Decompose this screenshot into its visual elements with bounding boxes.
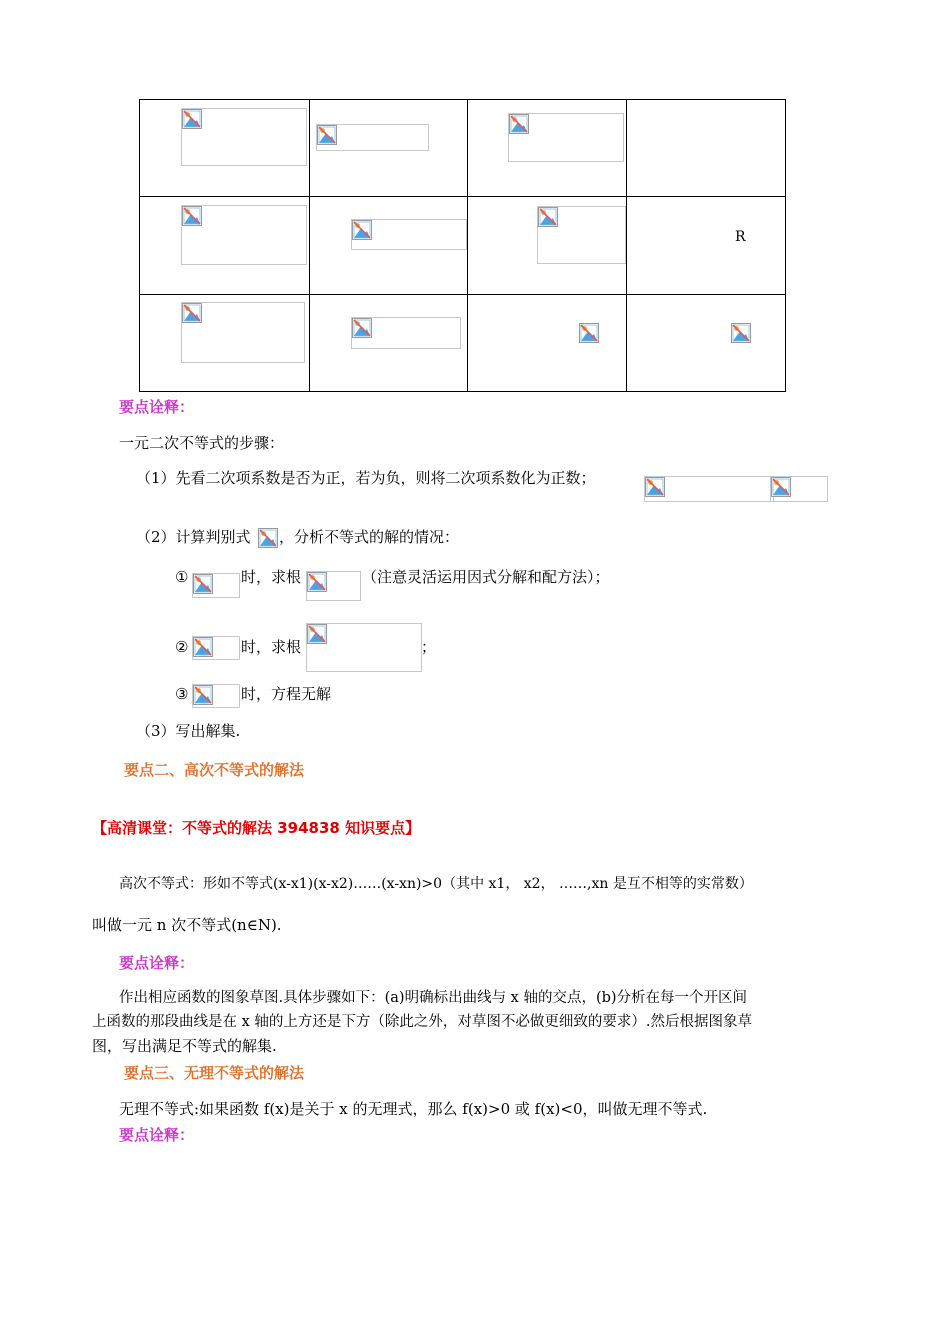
case-2-text-a: 时，求根 — [241, 638, 302, 656]
broken-image-icon — [182, 303, 202, 323]
case-3-mark: ③ — [175, 685, 189, 703]
high-order-line-1: 高次不等式：形如不等式(x-x1)(x-x2)……(x-xn)>0（其中 x1， x2， ……,xn 是互不相等的实常数） — [119, 876, 753, 892]
broken-image-icon — [352, 318, 372, 338]
section-3-title: 要点三、无理不等式的解法 — [124, 1064, 305, 1082]
broken-image-icon — [182, 206, 202, 226]
table-cell-r2c4: R — [735, 229, 746, 245]
broken-image-icon — [258, 528, 278, 548]
broken-image-icon — [538, 207, 558, 227]
notes-heading-3: 要点诠释： — [119, 1126, 195, 1144]
notes-2-line-1: 作出相应函数的图象草图.具体步骤如下：(a)明确标出曲线与 x 轴的交点，(b)分析在每一个开区间 — [119, 990, 748, 1006]
steps-intro: 一元二次不等式的步骤： — [119, 434, 285, 452]
broken-image-icon — [193, 685, 213, 705]
hd-class-label: 【高清课堂：不等式的解法 394838 知识要点】 — [92, 819, 421, 837]
broken-image-icon — [317, 125, 337, 145]
notes-heading-2: 要点诠释： — [119, 954, 195, 972]
broken-image-icon — [182, 109, 202, 129]
notes-2-line-3: 图，写出满足不等式的解集. — [92, 1037, 277, 1055]
step-3: （3）写出解集. — [136, 722, 241, 740]
case-1-mark: ① — [175, 568, 189, 586]
notes-2-line-2: 上函数的那段曲线是在 x 轴的上方还是下方（除此之外，对草图不必做更细致的要求）.然后根据图象草 — [92, 1014, 753, 1030]
broken-image-icon — [193, 574, 213, 594]
broken-image-icon — [307, 572, 327, 592]
case-1-text-a: 时，求根 — [241, 568, 302, 586]
broken-image-icon — [352, 220, 372, 240]
case-2-text-b: ； — [421, 638, 437, 656]
step-2-b: ，分析不等式的解的情况： — [279, 528, 460, 546]
case-3-text-a: 时，方程无解 — [241, 685, 332, 703]
notes-heading: 要点诠释： — [119, 398, 195, 416]
irrational-definition: 无理不等式:如果函数 f(x)是关于 x 的无理式，那么 f(x)>0 或 f(x)<0，叫做无理不等式. — [119, 1100, 708, 1118]
step-1: （1）先看二次项系数是否为正，若为负，则将二次项系数化为正数； — [136, 469, 596, 487]
case-1-text-b: （注意灵活运用因式分解和配方法）； — [362, 568, 610, 586]
broken-image-icon — [771, 477, 791, 497]
high-order-line-2: 叫做一元 n 次不等式(n∈N). — [92, 916, 282, 934]
case-2-mark: ② — [175, 638, 189, 656]
broken-image-icon — [579, 323, 599, 343]
step-2-a: （2）计算判别式 — [136, 528, 251, 546]
section-2-title: 要点二、高次不等式的解法 — [124, 761, 305, 779]
broken-image-icon — [509, 114, 529, 134]
broken-image-icon — [307, 624, 327, 644]
broken-image-icon — [645, 477, 665, 497]
broken-image-icon — [193, 637, 213, 657]
broken-image-icon — [731, 323, 751, 343]
